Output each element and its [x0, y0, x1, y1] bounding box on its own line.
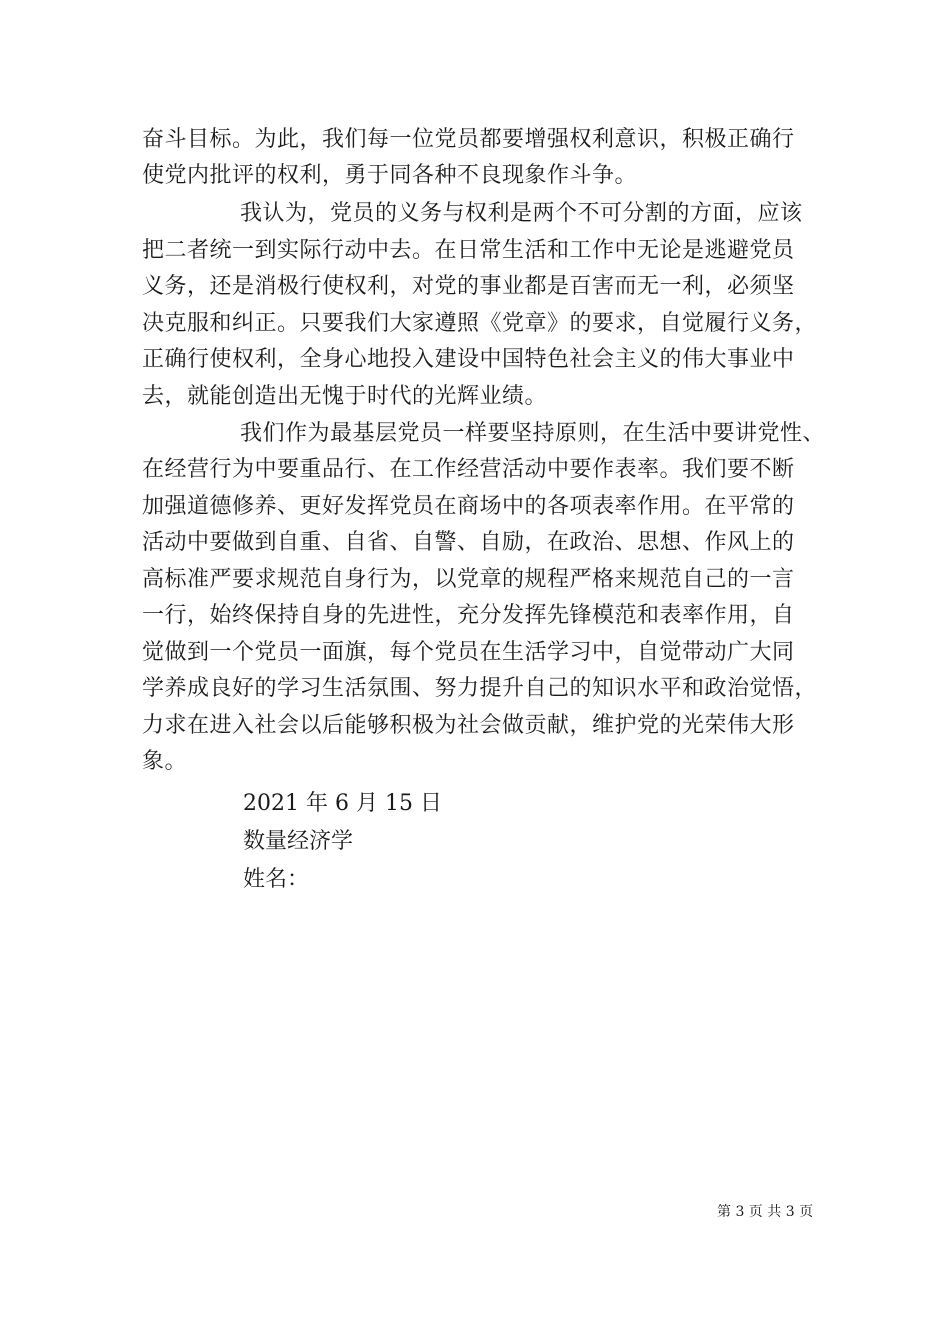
paragraph-3-line-8: 学养成良好的学习生活氛围、努力提升自己的知识水平和政治觉悟， — [142, 676, 818, 701]
signature-name-label: 姓名： — [243, 867, 310, 892]
paragraph-2-line-2: 把二者统一到实际行动中去。在日常生活和工作中无论是逃避党员 — [142, 238, 795, 263]
paragraph-3-line-1: 我们作为最基层党员一样要坚持原则，在生活中要讲党性、 — [240, 421, 826, 446]
paragraph-2-line-6: 去，就能创造出无愧于时代的光辉业绩。 — [142, 384, 548, 409]
paragraph-3-line-7: 觉做到一个党员一面旗，每个党员在生活学习中，自觉带动广大同 — [142, 640, 795, 665]
signature-date: 2021 年 6 月 15 日 — [243, 791, 442, 816]
paragraph-3-line-4: 活动中要做到自重、自省、自警、自励，在政治、思想、作风上的 — [142, 530, 795, 555]
signature-department: 数量经济学 — [243, 829, 354, 854]
paragraph-2-line-3: 义务，还是消极行使权利，对党的事业都是百害而无一利，必须坚 — [142, 274, 795, 299]
paragraph-1-line-1: 奋斗目标。为此，我们每一位党员都要增强权利意识，积极正确行 — [142, 127, 795, 152]
paragraph-2-line-5: 正确行使权利，全身心地投入建设中国特色社会主义的伟大事业中 — [142, 347, 795, 372]
paragraph-3-line-10: 象。 — [142, 749, 188, 774]
page-number-footer: 第 3 页 共 3 页 — [717, 1204, 814, 1220]
paragraph-3-line-9: 力求在进入社会以后能够积极为社会做贡献，维护党的光荣伟大形 — [142, 713, 795, 738]
paragraph-2-line-1: 我认为，党员的义务与权利是两个不可分割的方面，应该 — [240, 201, 803, 226]
paragraph-3-line-3: 加强道德修养、更好发挥党员在商场中的各项表率作用。在平常的 — [142, 494, 795, 519]
paragraph-1-line-2: 使党内批评的权利，勇于同各种不良现象作斗争。 — [142, 163, 638, 188]
paragraph-2-line-4: 决克服和纠正。只要我们大家遵照《党章》的要求，自觉履行义务， — [142, 311, 818, 336]
paragraph-3-line-6: 一行，始终保持自身的先进性，充分发挥先锋模范和表率作用，自 — [142, 603, 795, 628]
paragraph-3-line-5: 高标准严要求规范自身行为，以党章的规程严格来规范自己的一言 — [142, 567, 795, 592]
paragraph-3-line-2: 在经营行为中要重品行、在工作经营活动中要作表率。我们要不断 — [142, 457, 795, 482]
